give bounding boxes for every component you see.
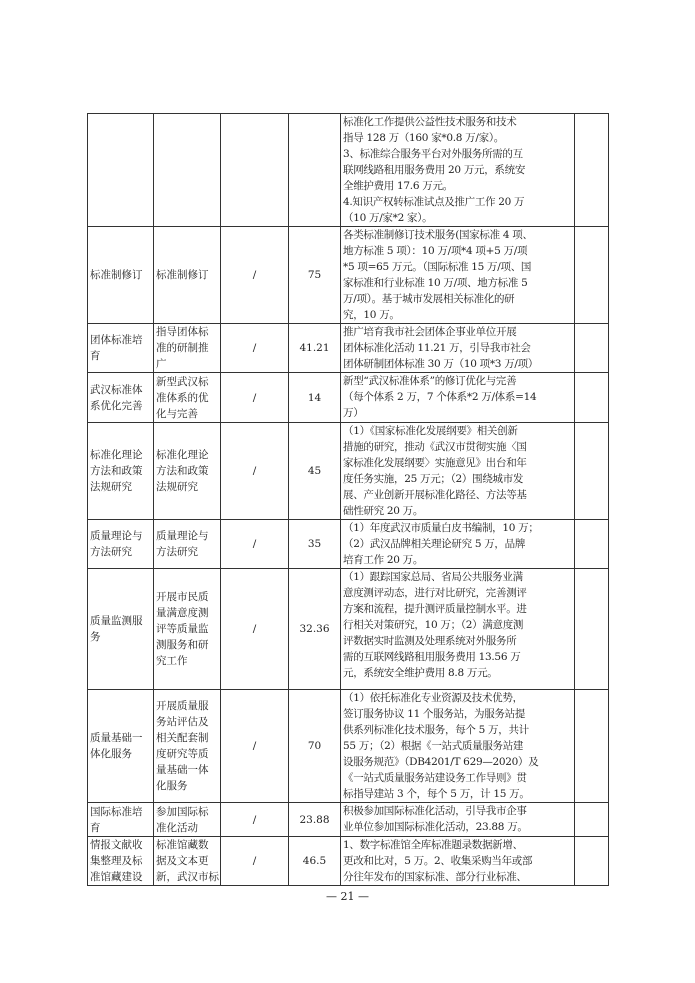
amount-cell: 23.88 <box>289 803 341 837</box>
note-cell <box>575 837 609 886</box>
amount-cell: 46.5 <box>289 837 341 886</box>
table-row <box>88 324 609 373</box>
page-body <box>87 113 608 904</box>
amount-cell: 45 <box>289 423 341 520</box>
note-cell <box>575 114 609 227</box>
content-cell: 标准馆藏数 据及文本更 新，武汉市标 <box>154 837 221 886</box>
method-cell: / <box>221 520 289 569</box>
table-row <box>88 803 609 837</box>
amount-cell: 35 <box>289 520 341 569</box>
item-cell: 质量基础一 体化服务 <box>88 690 154 803</box>
table-row <box>88 373 609 423</box>
amount-cell: 70 <box>289 690 341 803</box>
content-cell: 开展质量服 务站评估及 相关配套制 度研究等质 量基础一体 化服务 <box>154 690 221 803</box>
method-cell <box>221 114 289 227</box>
method-cell: / <box>221 803 289 837</box>
detail-cell: （1）年度武汉市质量白皮书编制，10 万； （2）武汉品牌相关理论研究 5 万，品牌 培育工作 20 万。 <box>341 520 575 569</box>
item-cell: 团体标准培 育 <box>88 324 154 373</box>
content-cell: 指导团体标 准的研制推 广 <box>154 324 221 373</box>
note-cell <box>575 690 609 803</box>
method-cell: / <box>221 569 289 690</box>
amount-cell: 41.21 <box>289 324 341 373</box>
method-cell: / <box>221 423 289 520</box>
method-cell: / <box>221 837 289 886</box>
content-cell: 新型武汉标 准体系的优 化与完善 <box>154 373 221 423</box>
content-cell: 标准制修订 <box>154 227 221 324</box>
amount-cell: 14 <box>289 373 341 423</box>
method-cell: / <box>221 373 289 423</box>
detail-cell: 标准化工作提供公益性技术服务和技术 指导 128 万（160 家*0.8 万/家）。 3、标准综合服务平台对外服务所需的互 联网线路租用服务费用 20 万元，系统安 全维护费用 17.6 万元。 4.知识产权转标准试点及推广工作 20 万 （10 万/家*2 家）。 <box>341 114 575 227</box>
amount-cell <box>289 114 341 227</box>
content-cell <box>154 114 221 227</box>
table-row <box>88 423 609 520</box>
content-cell: 开展市民质 量满意度测 评等质量监 测服务和研 究工作 <box>154 569 221 690</box>
detail-cell: （1）《国家标准化发展纲要》相关创新 措施的研究，推动《武汉市贯彻实施〈国 家标准化发展纲要〉实施意见》出台和年 度任务实施，25 万元；（2）围绕城市发 展、产业创新开展标准化路径、方法等基 础性研究 20 万。 <box>341 423 575 520</box>
item-cell: 国际标准培 育 <box>88 803 154 837</box>
detail-cell: 1、数字标准馆全库标准题录数据新增、 更改和比对，5 万。2、收集采购当年或部 分往年发布的国家标准、部分行业标准、 <box>341 837 575 886</box>
note-cell <box>575 569 609 690</box>
note-cell <box>575 373 609 423</box>
table-row <box>88 114 609 227</box>
table-row <box>88 837 609 886</box>
item-cell <box>88 114 154 227</box>
note-cell <box>575 803 609 837</box>
note-cell <box>575 227 609 324</box>
detail-cell: （1）跟踪国家总局、省局公共服务业满 意度测评动态，进行对比研究，完善测评 方案和流程，提升测评质量控制水平。进 行相关对策研究，10 万；（2）满意度测 评数据实时监测及处理系统对外服务所 需的互联网线路租用服务费用 13.56 万 元，系统安全维护费用 8.8 万元。 <box>341 569 575 690</box>
detail-cell: 新型“武汉标准体系”的修订优化与完善 （每个体系 2 万，7 个体系*2 万/体系=14 万） <box>341 373 575 423</box>
detail-cell: 推广培育我市社会团体企事业单位开展 团体标准化活动 11.21 万，引导我市社会 团体研制团体标准 30 万（10 项*3 万/项） <box>341 324 575 373</box>
content-cell: 标准化理论 方法和政策 法规研究 <box>154 423 221 520</box>
item-cell: 武汉标准体 系优化完善 <box>88 373 154 423</box>
method-cell: / <box>221 227 289 324</box>
note-cell <box>575 423 609 520</box>
amount-cell: 32.36 <box>289 569 341 690</box>
item-cell: 质量监测服 务 <box>88 569 154 690</box>
item-cell: 情报文献收 集整理及标 准馆藏建设 <box>88 837 154 886</box>
amount-cell: 75 <box>289 227 341 324</box>
item-cell: 质量理论与 方法研究 <box>88 520 154 569</box>
budget-table <box>87 113 609 886</box>
method-cell: / <box>221 690 289 803</box>
detail-cell: 积极参加国际标准化活动，引导我市企事 业单位参加国际标准化活动，23.88 万。 <box>341 803 575 837</box>
note-cell <box>575 324 609 373</box>
detail-cell: （1）依托标准化专业资源及技术优势， 签订服务协议 11 个服务站，为服务站提 供系列标准化技术服务，每个 5 万，共计 55 万；（2）根据《一站式质量服务站建 设服务规范》（DB4201/T 629—2020）及 《一站式质量服务站建设务工作导则》贯 标指导建站 3 个，每个 5 万，计 15 万。 <box>341 690 575 803</box>
item-cell: 标准制修订 <box>88 227 154 324</box>
table-row <box>88 690 609 803</box>
content-cell: 参加国际标 准化活动 <box>154 803 221 837</box>
page-number: — 21 — <box>326 890 369 903</box>
table-row <box>88 520 609 569</box>
item-cell: 标准化理论 方法和政策 法规研究 <box>88 423 154 520</box>
detail-cell: 各类标准制修订技术服务(国家标准 4 项、 地方标准 5 项）：10 万/项*4 项+5 万/项 *5 项=65 万元。（国际标准 15 万/项、国 家标准和行业标准 10 万/项、地方标准 5 万/项）。基于城市发展相关标准化的研 究，10 万。 <box>341 227 575 324</box>
table-row <box>88 227 609 324</box>
content-cell: 质量理论与 方法研究 <box>154 520 221 569</box>
method-cell: / <box>221 324 289 373</box>
note-cell <box>575 520 609 569</box>
table-row <box>88 569 609 690</box>
